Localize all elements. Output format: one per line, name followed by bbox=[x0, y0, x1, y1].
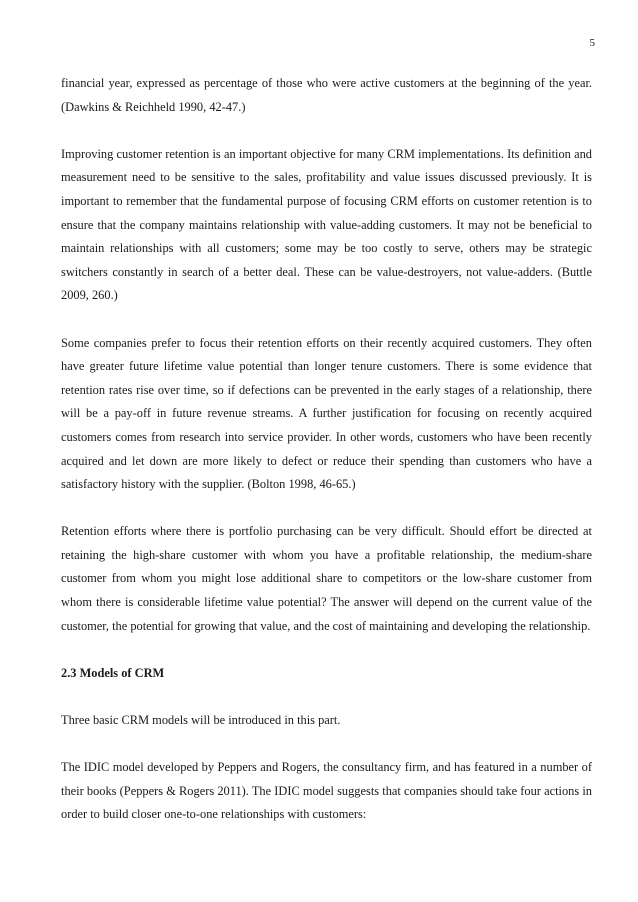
page-number: 5 bbox=[589, 37, 595, 49]
paragraph-models-intro: Three basic CRM models will be introduced in this part. bbox=[61, 713, 341, 728]
document-body bbox=[61, 72, 592, 851]
paragraph-idic-model: The IDIC model developed by Peppers and Rogers, the consultancy firm, and has featured in a number of their books (Peppers & Rogers 2011). The IDIC model suggests that companies should take four actions in order to build closer one-to-one relationships with customers: bbox=[61, 760, 592, 822]
paragraph-improving-retention: Improving customer retention is an important objective for many CRM implementations. Its definition and measurement need to be sensitive to the sales, profitability and value issues discussed previously. It is important to remember that the fundamental purpose of focusing CRM efforts on customer retention is to ensure that the company maintains relationship with value-adding customers. It may not be beneficial to maintain relationships with all customers; some may be too costly to serve, others may be strategic switchers constantly in search of a better deal. These can be value-destroyers, not value-adders. (Buttle 2009, 260.) bbox=[61, 146, 592, 303]
paragraph-recently-acquired: Some companies prefer to focus their retention efforts on their recently acquired customers. They often have greater future lifetime value potential than longer tenure customers. There is some evidence that retention rates rise over time, so if defections can be prevented in the early stages of a relationship, there will be a pay-off in future revenue streams. A further justification for focusing on recently acquired customers comes from research into service provider. In other words, customers who have been recently acquired and let down are more likely to defect or reduce their spending than customers who have a satisfactory history with the supplier. (Bolton 1998, 46-65.) bbox=[61, 335, 592, 492]
paragraph-retention-definition-end: financial year, expressed as percentage of those who were active customers at the beginning of the year. (Dawkins & Reichheld 1990, 42-47.) bbox=[61, 76, 592, 114]
section-heading: 2.3 Models of CRM bbox=[61, 665, 165, 680]
paragraph-portfolio-purchasing: Retention efforts where there is portfolio purchasing can be very difficult. Should effort be directed at retaining the high-share customer with whom you have a profitable relationship, the medium-share customer from whom you might lose additional share to competitors or the low-share customer from whom there is considerable lifetime value potential? The answer will depend on the current value of the customer, the potential for growing that value, and the cost of maintaining and developing the relationship. bbox=[61, 524, 592, 633]
